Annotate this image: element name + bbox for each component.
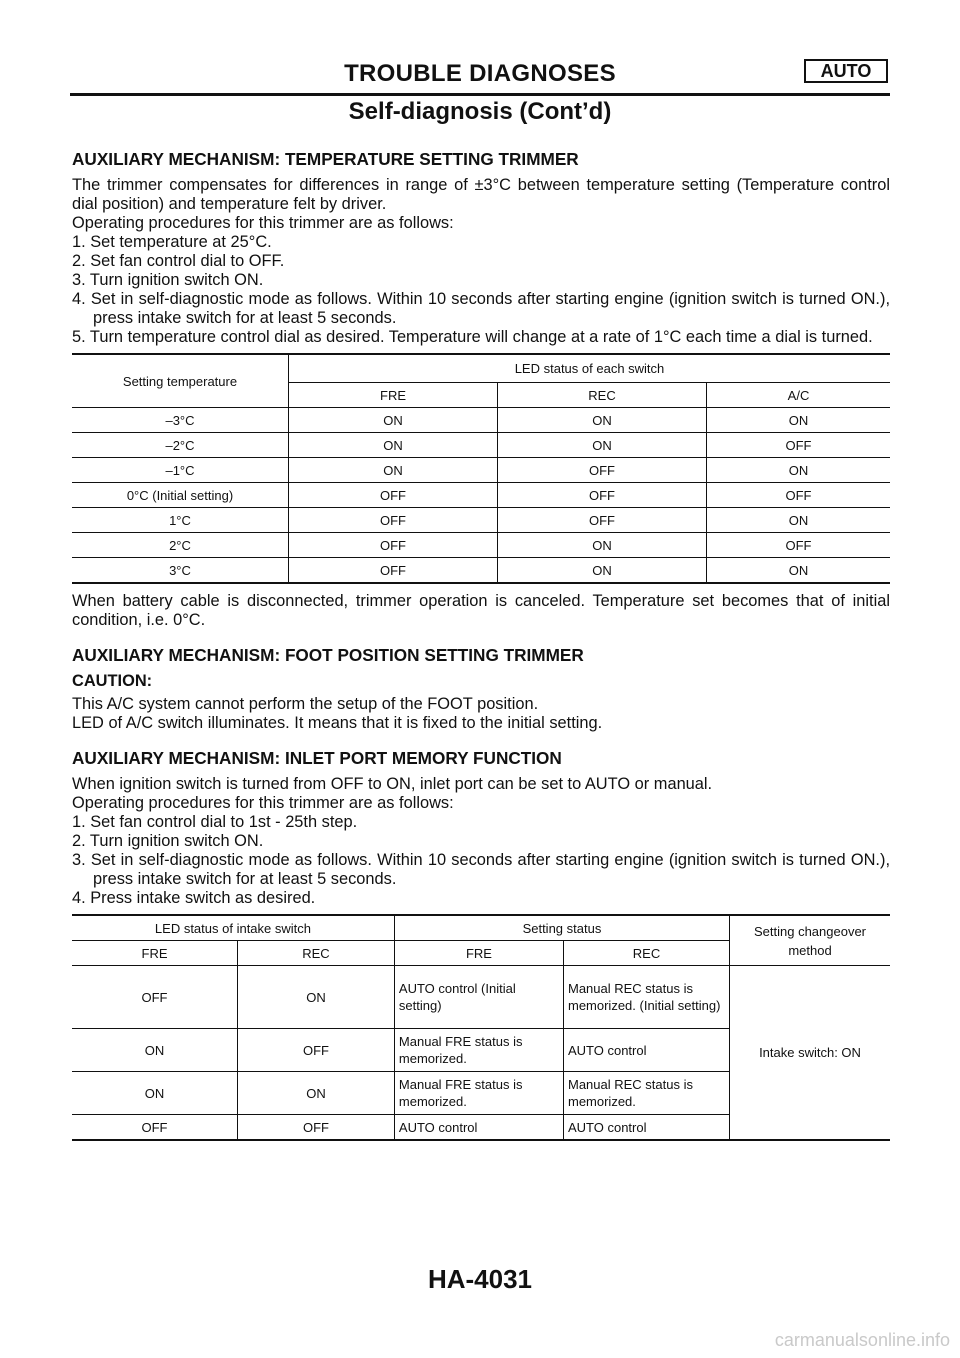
table-cell: OFF	[289, 533, 498, 558]
table-cell: ON	[707, 408, 891, 433]
column-header: Setting changeover method	[730, 915, 891, 966]
caution-line: This A/C system cannot perform the setup of the FOOT position.	[72, 695, 539, 713]
procedure-steps	[72, 813, 890, 908]
column-header: REC	[238, 941, 395, 966]
table-cell: AUTO control	[394, 1115, 563, 1141]
table-cell: OFF	[498, 483, 707, 508]
table-cell: 0°C (Initial setting)	[72, 483, 289, 508]
method-cell: Intake switch: ON	[730, 966, 891, 1141]
column-header: FRE	[289, 383, 498, 408]
temperature-trimmer-section	[72, 148, 890, 630]
table-row	[72, 458, 890, 483]
column-group-header: LED status of each switch	[289, 354, 891, 383]
table-cell: OFF	[238, 1029, 395, 1072]
section-heading: AUXILIARY MECHANISM: FOOT POSITION SETTING TRIMMER	[72, 645, 584, 665]
column-header: FRE	[72, 941, 238, 966]
table-cell: ON	[289, 408, 498, 433]
step-item: 3. Turn ignition switch ON.	[72, 271, 264, 289]
watermark: carmanualsonline.info	[774, 1330, 950, 1350]
table-row	[72, 533, 890, 558]
column-header: Setting temperature	[72, 354, 289, 408]
column-header: REC	[498, 383, 707, 408]
step-item: 2. Set fan control dial to OFF.	[72, 252, 285, 270]
table-cell: AUTO control (Initial setting)	[394, 966, 563, 1029]
step-item: 5. Turn temperature control dial as desired. Temperature will change at a rate of 1°C each time a dial is turned.	[72, 328, 873, 346]
table-cell: OFF	[289, 508, 498, 533]
table-cell: –1°C	[72, 458, 289, 483]
table-cell: –2°C	[72, 433, 289, 458]
column-group-header: LED status of intake switch	[72, 915, 394, 941]
table-header-row	[72, 354, 890, 383]
step-item: 4. Set in self-diagnostic mode as follows. Within 10 seconds after starting engine (ignition switch is turned ON.), press intake switch for at least 5 seconds.	[72, 290, 890, 327]
step-item: 1. Set fan control dial to 1st - 25th step.	[72, 813, 358, 831]
table-cell: ON	[707, 558, 891, 584]
table-cell: OFF	[707, 483, 891, 508]
table-cell: ON	[72, 1029, 238, 1072]
table-cell: 2°C	[72, 533, 289, 558]
header-subtitle: Self-diagnosis (Cont’d)	[348, 98, 612, 125]
table-cell: ON	[289, 458, 498, 483]
inlet-port-memory-section	[72, 747, 890, 1141]
table-row	[72, 433, 890, 458]
table-row	[72, 508, 890, 533]
table-cell: Manual FRE status is memorized.	[394, 1072, 563, 1115]
table-cell: Manual REC status is memorized.	[563, 1072, 729, 1115]
procedure-steps	[72, 233, 890, 347]
step-item: 3. Set in self-diagnostic mode as follows. Within 10 seconds after starting engine (ignition switch is turned ON.), press intake switch for at least 5 seconds.	[72, 851, 890, 888]
column-header: A/C	[707, 383, 891, 408]
auto-badge: AUTO	[804, 59, 888, 83]
caution-line: LED of A/C switch illuminates. It means that it is fixed to the initial setting.	[72, 714, 603, 732]
table-cell: ON	[238, 1072, 395, 1115]
table-row	[72, 558, 890, 584]
section-heading: AUXILIARY MECHANISM: TEMPERATURE SETTING TRIMMER	[72, 149, 579, 169]
table-cell: ON	[498, 558, 707, 584]
table-cell: OFF	[289, 558, 498, 584]
column-header: REC	[563, 941, 729, 966]
header-divider	[70, 93, 890, 96]
page-content	[72, 148, 890, 1141]
table-cell: OFF	[707, 533, 891, 558]
table-cell: OFF	[498, 508, 707, 533]
inlet-memory-table	[72, 914, 890, 1141]
table-cell: OFF	[72, 1115, 238, 1141]
step-item: 4. Press intake switch as desired.	[72, 889, 316, 907]
procedures-label: Operating procedures for this trimmer are as follows:	[72, 214, 454, 232]
table-cell: ON	[238, 966, 395, 1029]
table-cell: OFF	[238, 1115, 395, 1141]
temperature-led-table	[72, 353, 890, 584]
step-item: 1. Set temperature at 25°C.	[72, 233, 272, 251]
header-title: TROUBLE DIAGNOSES	[344, 60, 616, 87]
foot-position-trimmer-section	[72, 644, 890, 733]
table-cell: ON	[72, 1072, 238, 1115]
table-cell: 1°C	[72, 508, 289, 533]
table-cell: ON	[498, 433, 707, 458]
battery-note: When battery cable is disconnected, trimmer operation is canceled. Temperature set becomes that of initial condition, i.e. 0°C.	[72, 592, 890, 629]
table-cell: ON	[707, 508, 891, 533]
table-cell: ON	[498, 533, 707, 558]
table-cell: OFF	[498, 458, 707, 483]
caution-label: CAUTION:	[72, 672, 153, 690]
section-intro: The trimmer compensates for differences in range of ±3°C between temperature setting (Temperature control dial position) and temperature felt by driver.	[72, 176, 890, 213]
table-row	[72, 408, 890, 433]
table-cell: ON	[707, 458, 891, 483]
page-number: HA-4031	[427, 1264, 533, 1294]
table-cell: Manual REC status is memorized. (Initial setting)	[563, 966, 729, 1029]
column-header: FRE	[394, 941, 563, 966]
table-cell: 3°C	[72, 558, 289, 584]
table-cell: ON	[289, 433, 498, 458]
table-cell: OFF	[707, 433, 891, 458]
table-cell: AUTO control	[563, 1115, 729, 1141]
table-cell: –3°C	[72, 408, 289, 433]
table-row	[72, 483, 890, 508]
section-intro: When ignition switch is turned from OFF to ON, inlet port can be set to AUTO or manual.	[72, 775, 713, 793]
table-row	[72, 966, 890, 1029]
procedures-label: Operating procedures for this trimmer are as follows:	[72, 794, 454, 812]
table-cell: ON	[498, 408, 707, 433]
table-header-row	[72, 915, 890, 941]
column-group-header: Setting status	[394, 915, 729, 941]
table-cell: OFF	[289, 483, 498, 508]
section-heading: AUXILIARY MECHANISM: INLET PORT MEMORY FUNCTION	[72, 748, 562, 768]
step-item: 2. Turn ignition switch ON.	[72, 832, 264, 850]
table-cell: AUTO control	[563, 1029, 729, 1072]
table-cell: Manual FRE status is memorized.	[394, 1029, 563, 1072]
table-cell: OFF	[72, 966, 238, 1029]
